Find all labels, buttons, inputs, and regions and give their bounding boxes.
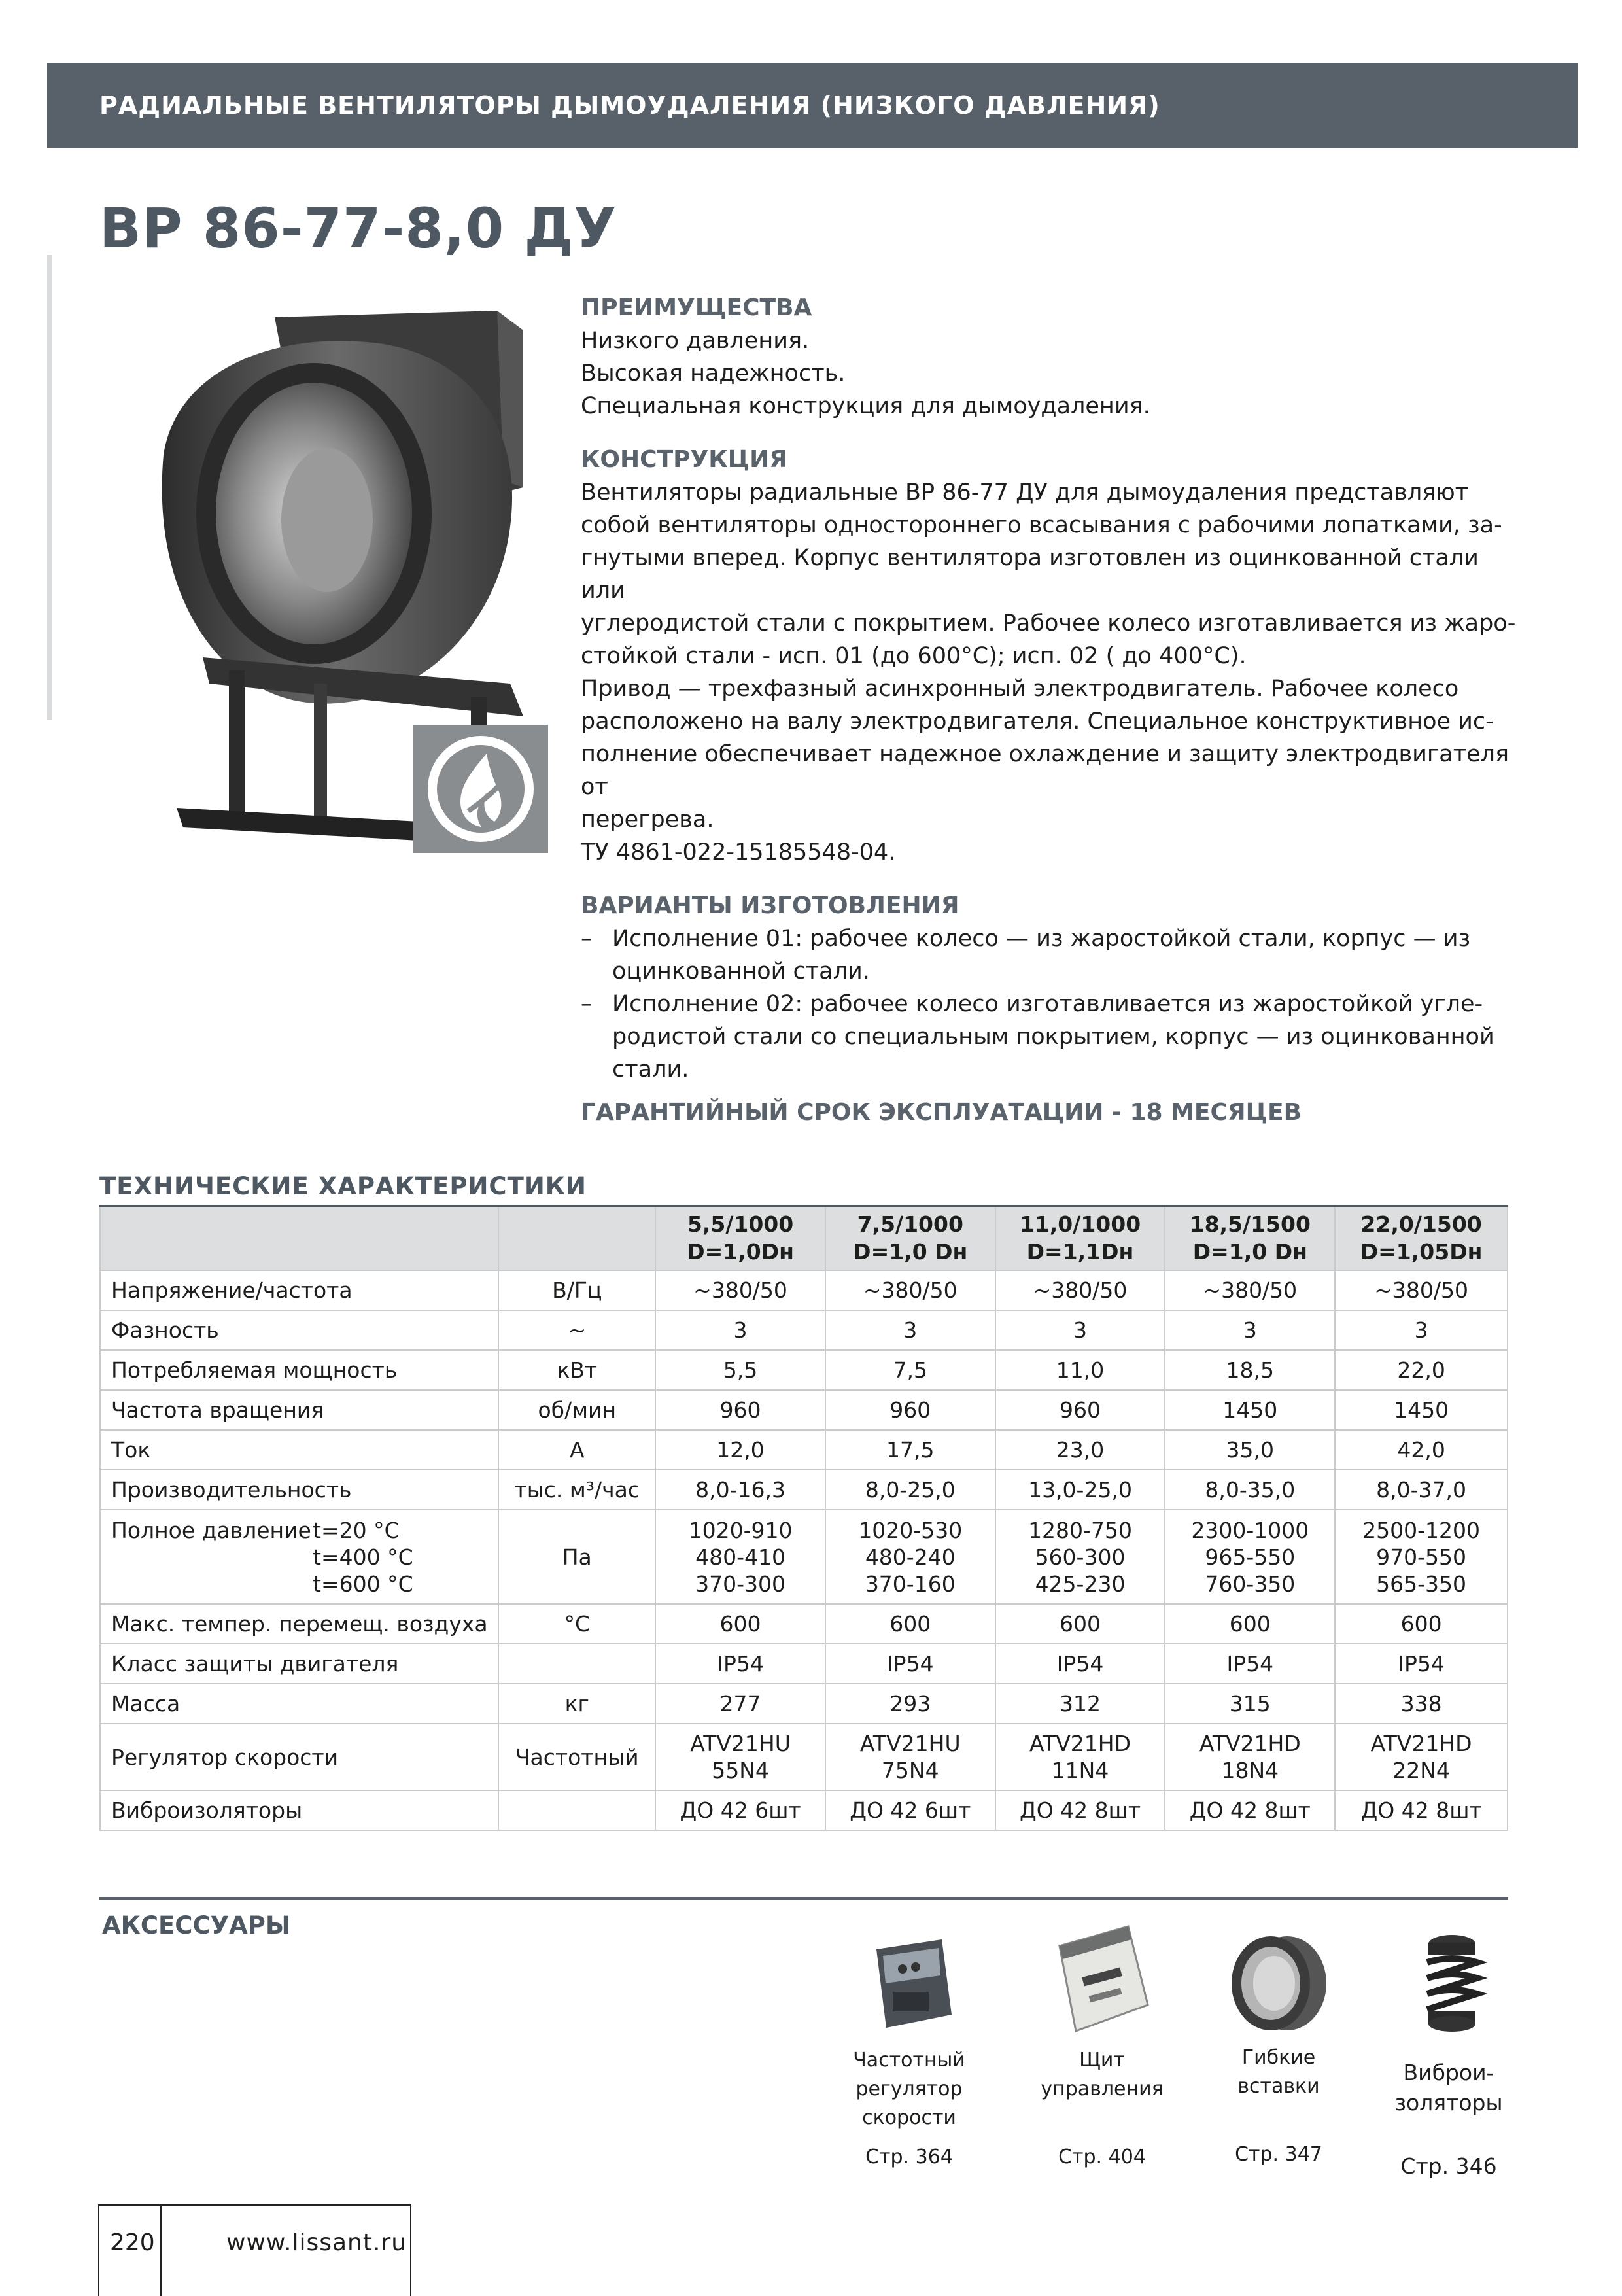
- cell: ~380/50: [995, 1270, 1165, 1310]
- construction-line: перегрева.: [581, 807, 714, 833]
- table-row: [100, 1310, 1508, 1350]
- table-row: [100, 1604, 1508, 1644]
- variant-line: родистой стали со специальным покрытием, корпус — из оцинкованной: [612, 1024, 1494, 1050]
- row-unit: об/мин: [498, 1390, 655, 1430]
- column-header: 7,5/1000 D=1,0 Dн: [825, 1206, 995, 1271]
- variant-dash: –: [581, 991, 593, 1017]
- page-number: 220: [110, 2229, 155, 2256]
- cell: ДО 42 8шт: [1165, 1790, 1335, 1830]
- cell: ATV21HD 18N4: [1165, 1724, 1335, 1790]
- row-label: Частота вращения: [100, 1390, 498, 1430]
- construction-line: Вентиляторы радиальные ВР 86-77 ДУ для дымоудаления представляют: [581, 479, 1469, 506]
- cell: 11,0: [995, 1350, 1165, 1390]
- cell: 18,5: [1165, 1350, 1335, 1390]
- cell: ~380/50: [1335, 1270, 1508, 1310]
- cell: ДО 42 8шт: [1335, 1790, 1508, 1830]
- construction-line: полнение обеспечивает надежное охлаждение и защиту электродвигателя от: [581, 741, 1510, 800]
- cell: 35,0: [1165, 1430, 1335, 1470]
- table-row: [100, 1350, 1508, 1390]
- construction-line: собой вентиляторы одностороннего всасывания с рабочими лопатками, за-: [581, 512, 1502, 538]
- pressure-temp: t=20 °C: [313, 1518, 400, 1543]
- smoke-exhaust-badge-icon: [413, 725, 548, 853]
- variant-line: Исполнение 01: рабочее колесо — из жаростойкой стали, корпус — из: [612, 926, 1471, 952]
- variant-dash: –: [581, 926, 593, 952]
- pressure-label: Полное давление: [111, 1518, 311, 1543]
- cell: 293: [825, 1684, 995, 1724]
- row-label: Напряжение/частота: [100, 1270, 498, 1310]
- cell: 1450: [1165, 1390, 1335, 1430]
- table-row: [100, 1270, 1508, 1310]
- accessory-label: Частотный регулятор скорости: [853, 2049, 965, 2129]
- header-title: РАДИАЛЬНЫЕ ВЕНТИЛЯТОРЫ ДЫМОУДАЛЕНИЯ (НИЗКОГО ДАВЛЕНИЯ): [99, 91, 1160, 120]
- row-unit: В/Гц: [498, 1270, 655, 1310]
- row-unit: кг: [498, 1684, 655, 1724]
- cell: ATV21HU 75N4: [825, 1724, 995, 1790]
- variant-line: оцинкованной стали.: [612, 958, 870, 984]
- pressure-temp: t=600 °C: [313, 1571, 413, 1597]
- table-row: [100, 1644, 1508, 1684]
- cell: IP54: [1335, 1644, 1508, 1684]
- cell: ATV21HD 11N4: [995, 1724, 1165, 1790]
- accessory-label: Виброи- золяторы: [1394, 2060, 1503, 2115]
- vibration-isolator-icon: [1413, 1930, 1491, 2034]
- table-row: [100, 1470, 1508, 1510]
- cell: 23,0: [995, 1430, 1165, 1470]
- header-blank: [100, 1206, 498, 1271]
- cell: 1020-530 480-240 370-160: [825, 1510, 995, 1604]
- cell: ~380/50: [825, 1270, 995, 1310]
- flexible-insert-icon: [1222, 1930, 1336, 2038]
- variant-item: [581, 988, 1523, 1086]
- accessories-rule: [99, 1897, 1508, 1900]
- cell: IP54: [825, 1644, 995, 1684]
- row-unit: ~: [498, 1310, 655, 1350]
- table-row-regulator: [100, 1724, 1508, 1790]
- cell: 7,5: [825, 1350, 995, 1390]
- column-header: 5,5/1000 D=1,0Dн: [655, 1206, 825, 1271]
- cell: 8,0-25,0: [825, 1470, 995, 1510]
- row-label: Макс. темпер. перемещ. воздуха: [100, 1604, 498, 1644]
- advantage-item: Специальная конструкция для дымоудаления.: [581, 393, 1150, 419]
- row-unit: [498, 1644, 655, 1684]
- cell: 1020-910 480-410 370-300: [655, 1510, 825, 1604]
- table-header-row: [100, 1206, 1508, 1271]
- construction-line: Привод — трехфазный асинхронный электродвигатель. Рабочее колесо: [581, 676, 1459, 702]
- cell: IP54: [1165, 1644, 1335, 1684]
- cell: 315: [1165, 1684, 1335, 1724]
- table-row: [100, 1790, 1508, 1830]
- cell: 8,0-35,0: [1165, 1470, 1335, 1510]
- warranty-text: ГАРАНТИЙНЫЙ СРОК ЭКСПЛУАТАЦИИ - 18 МЕСЯЦЕВ: [581, 1099, 1302, 1126]
- cell: 17,5: [825, 1430, 995, 1470]
- cell: ДО 42 6шт: [655, 1790, 825, 1830]
- cell: 600: [1335, 1604, 1508, 1644]
- column-header: 18,5/1500 D=1,0 Dн: [1165, 1206, 1335, 1271]
- accessory-label: Щит управления: [1041, 2049, 1164, 2100]
- cell: 960: [825, 1390, 995, 1430]
- model-title: ВР 86-77-8,0 ДУ: [99, 196, 617, 260]
- column-header: 11,0/1000 D=1,1Dн: [995, 1206, 1165, 1271]
- cell: 42,0: [1335, 1430, 1508, 1470]
- cell: 22,0: [1335, 1350, 1508, 1390]
- tech-table: [99, 1205, 1508, 1831]
- cell: 3: [655, 1310, 825, 1350]
- cell: ATV21HU 55N4: [655, 1724, 825, 1790]
- site-url: www.lissant.ru: [226, 2229, 407, 2256]
- cell: 13,0-25,0: [995, 1470, 1165, 1510]
- row-unit: А: [498, 1430, 655, 1470]
- cell: 600: [1165, 1604, 1335, 1644]
- advantage-item: Низкого давления.: [581, 328, 810, 354]
- cell: IP54: [995, 1644, 1165, 1684]
- variant-line: стали.: [612, 1056, 689, 1083]
- row-label: Фазность: [100, 1310, 498, 1350]
- row-unit: Па: [498, 1510, 655, 1604]
- row-unit: тыс. м³/час: [498, 1470, 655, 1510]
- frequency-drive-icon: [863, 1936, 961, 2034]
- cell: 600: [655, 1604, 825, 1644]
- cell: 1450: [1335, 1390, 1508, 1430]
- cell: 960: [655, 1390, 825, 1430]
- cell: 3: [1165, 1310, 1335, 1350]
- spec-number: ТУ 4861-022-15185548-04.: [581, 839, 896, 865]
- accessories-heading: АКСЕССУАРЫ: [102, 1911, 291, 1939]
- cell: 5,5: [655, 1350, 825, 1390]
- construction-heading: КОНСТРУКЦИЯ: [581, 446, 787, 473]
- construction-line: стойкой стали - исп. 01 (до 600°С); исп. 02 ( до 400°С).: [581, 643, 1247, 669]
- construction-line: расположено на валу электродвигателя. Специальное конструктивное ис-: [581, 708, 1494, 735]
- accessory-page: Стр. 347: [1235, 2143, 1322, 2166]
- cell: 2300-1000 965-550 760-350: [1165, 1510, 1335, 1604]
- side-rule: [47, 255, 52, 720]
- row-label: Масса: [100, 1684, 498, 1724]
- row-label: Регулятор скорости: [100, 1724, 498, 1790]
- pressure-temp: t=400 °C: [313, 1544, 413, 1570]
- cell: IP54: [655, 1644, 825, 1684]
- column-header: 22,0/1500 D=1,05Dн: [1335, 1206, 1508, 1271]
- table-row: [100, 1430, 1508, 1470]
- cell: ДО 42 8шт: [995, 1790, 1165, 1830]
- row-unit: Частотный: [498, 1724, 655, 1790]
- cell: 12,0: [655, 1430, 825, 1470]
- cell: ATV21HD 22N4: [1335, 1724, 1508, 1790]
- row-label: Виброизоляторы: [100, 1790, 498, 1830]
- variant-item: [581, 922, 1523, 988]
- variant-line: Исполнение 02: рабочее колесо изготавливается из жаростойкой угле-: [612, 991, 1483, 1017]
- variants-heading: ВАРИАНТЫ ИЗГОТОВЛЕНИЯ: [581, 892, 959, 919]
- cell: 8,0-16,3: [655, 1470, 825, 1510]
- cell: ДО 42 6шт: [825, 1790, 995, 1830]
- advantages-heading: ПРЕИМУЩЕСТВА: [581, 294, 812, 321]
- row-unit: кВт: [498, 1350, 655, 1390]
- cell: 277: [655, 1684, 825, 1724]
- cell: 960: [995, 1390, 1165, 1430]
- table-row: [100, 1684, 1508, 1724]
- row-label: Класс защиты двигателя: [100, 1644, 498, 1684]
- cell: ~380/50: [655, 1270, 825, 1310]
- accessory-page: Стр. 346: [1400, 2153, 1497, 2179]
- accessory-label: Гибкие вставки: [1237, 2046, 1320, 2098]
- construction-line: углеродистой стали с покрытием. Рабочее колесо изготавливается из жаро-: [581, 610, 1516, 636]
- accessory-page: Стр. 404: [1058, 2146, 1146, 2168]
- cell: 600: [825, 1604, 995, 1644]
- header-band: [47, 63, 1578, 148]
- cell: 3: [825, 1310, 995, 1350]
- row-label: [100, 1510, 498, 1604]
- cell: 1280-750 560-300 425-230: [995, 1510, 1165, 1604]
- cell: 338: [1335, 1684, 1508, 1724]
- row-label: Производительность: [100, 1470, 498, 1510]
- tech-heading: ТЕХНИЧЕСКИЕ ХАРАКТЕРИСТИКИ: [99, 1172, 587, 1200]
- table-row-pressure: [100, 1510, 1508, 1604]
- table-row: [100, 1390, 1508, 1430]
- cell: 2500-1200 970-550 565-350: [1335, 1510, 1508, 1604]
- row-label: Ток: [100, 1430, 498, 1470]
- cell: 3: [1335, 1310, 1508, 1350]
- cell: 600: [995, 1604, 1165, 1644]
- cell: 3: [995, 1310, 1165, 1350]
- row-unit: [498, 1790, 655, 1830]
- accessory-page: Стр. 364: [865, 2146, 953, 2168]
- header-blank: [498, 1206, 655, 1271]
- cell: 312: [995, 1684, 1165, 1724]
- cell: 8,0-37,0: [1335, 1470, 1508, 1510]
- description-block: [581, 292, 1523, 1129]
- row-unit: °С: [498, 1604, 655, 1644]
- construction-line: гнутыми вперед. Корпус вентилятора изготовлен из оцинкованной стали или: [581, 545, 1479, 604]
- row-label: Потребляемая мощность: [100, 1350, 498, 1390]
- advantage-item: Высокая надежность.: [581, 360, 846, 387]
- control-panel-icon: [1050, 1920, 1158, 2038]
- cell: ~380/50: [1165, 1270, 1335, 1310]
